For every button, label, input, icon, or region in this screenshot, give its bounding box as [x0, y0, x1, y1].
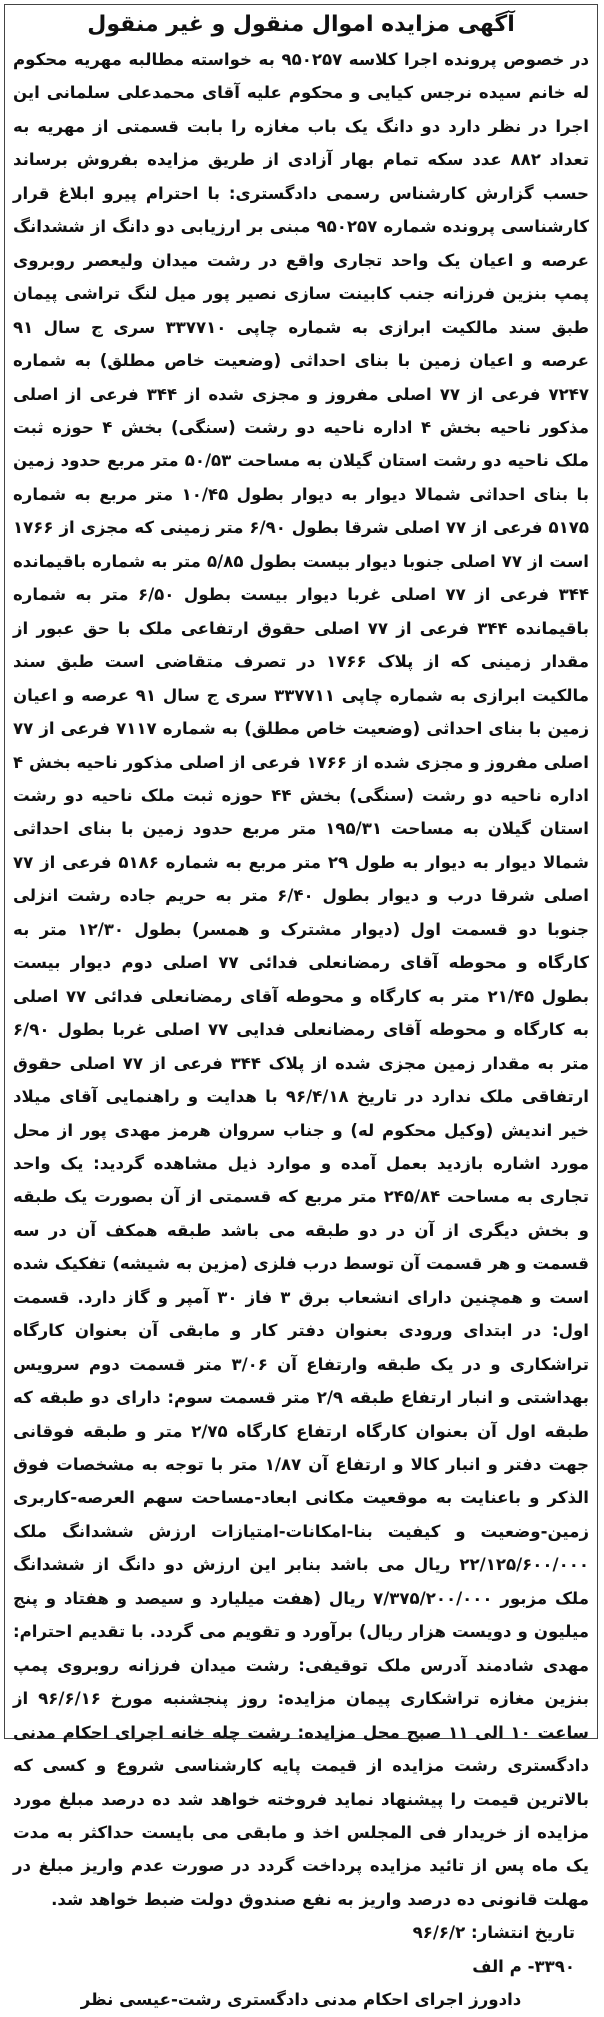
- notice-title: آگهی مزایده اموال منقول و غیر منقول: [87, 12, 515, 37]
- reference-number: ۳۳۹۰- م الف: [472, 1956, 575, 1976]
- auction-notice: [4, 4, 598, 2010]
- signature-line: دادورز اجرای احکام مدنی دادگستری رشت-عیسی نظر: [80, 1990, 522, 2010]
- publish-date: تاریخ انتشار: ۹۶/۶/۲: [412, 1923, 575, 1943]
- notice-body: در خصوص پرونده اجرا کلاسه ۹۵۰۲۵۷ به خواسته مطالبه مهریه محکوم له خانم سیده نرجس کیایی و محکوم علیه آقای محمدعلی سلمانی این اجرا در نظر دارد دو دانگ یک باب مغازه را بابت قسمتی از مهریه به تعداد ۸۸۲ عدد سکه تمام بهار آزادی از طریق مزایده بفروش برساند حسب گزارش کارشناس رسمی دادگستری: با احترام پیرو ابلاغ قرار کارشناسی پرونده شماره ۹۵۰۲۵۷ مبنی بر ارزیابی دو دانگ از ششدانگ عرصه و اعیان یک واحد تجاری واقع در رشت میدان ولیعصر روبروی پمپ بنزین فرزانه جنب کابینت سازی نصیر پور میل لنگ تراشی پیمان طبق سند مالکیت ابرازی به شماره چاپی ۳۳۷۷۱۰ سری ج سال ۹۱ عرصه و اعیان زمین با بنای احداثی (وضعیت خاص مطلق) به شماره ۷۲۴۷ فرعی از ۷۷ اصلی مفروز و مجزی شده از ۳۴۴ فرعی از اصلی مذکور ناحیه بخش ۴ اداره ناحیه دو رشت (سنگی) بخش ۴ حوزه ثبت ملک ناحیه دو رشت استان گیلان به مساحت ۵۰/۵۳ متر مربع حدود زمین با بنای احداثی شمالا دیوار به دیوار بطول ۱۰/۴۵ متر مربع به شماره ۵۱۷۵ فرعی از ۷۷ اصلی شرقا بطول ۶/۹۰ متر زمینی که مجزی از ۱۷۶۶ است از ۷۷ اصلی جنوبا دیوار بیست بطول ۵/۸۵ متر به شماره باقیمانده ۳۴۴ فرعی از ۷۷ اصلی غربا دیوار بیست بطول ۶/۵۰ متر به شماره باقیمانده ۳۴۴ فرعی از ۷۷ اصلی حقوق ارتفاعی ملک با حق عبور از مقدار زمینی که از پلاک ۱۷۶۶ در تصرف متقاضی است طبق سند مالکیت ابرازی به شماره چاپی ۳۳۷۷۱۱ سری ج سال ۹۱ عرصه و اعیان زمین با بنای احداثی (وضعیت خاص مطلق) به شماره ۷۱۱۷ فرعی از ۷۷ اصلی مفروز و مجزی شده از ۱۷۶۶ فرعی از اصلی مذکور ناحیه بخش ۴ اداره ناحیه دو رشت (سنگی) بخش ۴۴ حوزه ثبت ملک ناحیه دو رشت استان گیلان به مساحت ۱۹۵/۳۱ متر مربع حدود زمین با بنای احداثی شمالا دیوار به دیوار به طول ۲۹ متر مربع به شماره ۵۱۸۶ فرعی از ۷۷ اصلی شرقا درب و دیوار بطول ۶/۴۰ متر به حریم جاده رشت انزلی جنوبا دو قسمت اول (دیوار مشترک و همسر) بطول ۱۲/۳۰ متر به کارگاه و محوطه آقای رمضانعلی فدائی ۷۷ اصلی دوم دیوار بیست بطول ۲۱/۴۵ متر به کارگاه و محوطه آقای رمضانعلی فدائی ۷۷ اصلی به کارگاه و محوطه آقای رمضانعلی فدایی ۷۷ اصلی غربا بطول ۶/۹۰ متر به مقدار زمین مجزی شده از پلاک ۳۴۴ فرعی از ۷۷ اصلی حقوق ارتفاقی ملک ندارد در تاریخ ۹۶/۴/۱۸ با هدایت و راهنمایی آقای میلاد خیر اندیش (وکیل محکوم له) و جناب سروان هرمز مهدی پور از محل مورد اشاره بازدید بعمل آمده و موارد ذیل مشاهده گردید: یک واحد تجاری به مساحت ۲۴۵/۸۴ متر مربع که قسمتی از آن بصورت یک طبقه و بخش دیگری از آن در دو طبقه می باشد طبقه همکف آن در سه قسمت و هر قسمت آن توسط درب فلزی (مزین به شیشه) تفکیک شده است و همچنین دارای انشعاب برق ۳ فاز ۳۰ آمپر و گاز دارد. قسمت اول: در ابتدای ورودی بعنوان دفتر کار و مابقی آن بعنوان کارگاه تراشکاری و در یک طبقه وارتفاع آن ۳/۰۶ متر قسمت دوم سرویس بهداشتی و انبار ارتفاع طبقه ۲/۹ متر قسمت سوم: دارای دو طبقه که طبقه اول آن بعنوان کارگاه ارتفاع کارگاه ۲/۷۵ متر و طبقه فوقانی جهت دفتر و انبار کالا و ارتفاع آن ۱/۸۷ متر با توجه به مشخصات فوق الذکر و باعنایت به موقعیت مکانی ابعاد-مساحت سهم العرصه-کاربری زمین-وضعیت و کیفیت بنا-امکانات-امتیازات ارزش ششدانگ ملک ۲۲/۱۲۵/۶۰۰/۰۰۰ ریال می باشد بنابر این ارزش دو دانگ از ششدانگ ملک مزبور ۷/۳۷۵/۲۰۰/۰۰۰ ریال (هفت میلیارد و سیصد و هفتاد و پنج میلیون و دویست هزار ریال) برآورد و تقویم می گردد. با تقدیم احترام: مهدی شادمند آدرس ملک توقیفی: رشت میدان فرزانه روبروی پمپ بنزین مغازه تراشکاری پیمان مزایده: روز پنجشنبه مورخ ۹۶/۶/۱۶ از ساعت ۱۰ الی ۱۱ صبح محل مزایده: رشت چله خانه اجرای احکام مدنی دادگستری رشت مزایده از قیمت پایه کارشناسی شروع و کسی که بالاترین قیمت را پیشنهاد نماید فروخته خواهد شد ده درصد مبلغ مورد مزایده از خریدار فی المجلس اخذ و مابقی می بایست حداکثر به مدت یک ماه پس از تائید مزایده پرداخت گردد در صورت عدم واریز مبلغ در مهلت قانونی ده درصد واریز به نفع صندوق دولت ضبط خواهد شد.: [13, 50, 590, 1909]
